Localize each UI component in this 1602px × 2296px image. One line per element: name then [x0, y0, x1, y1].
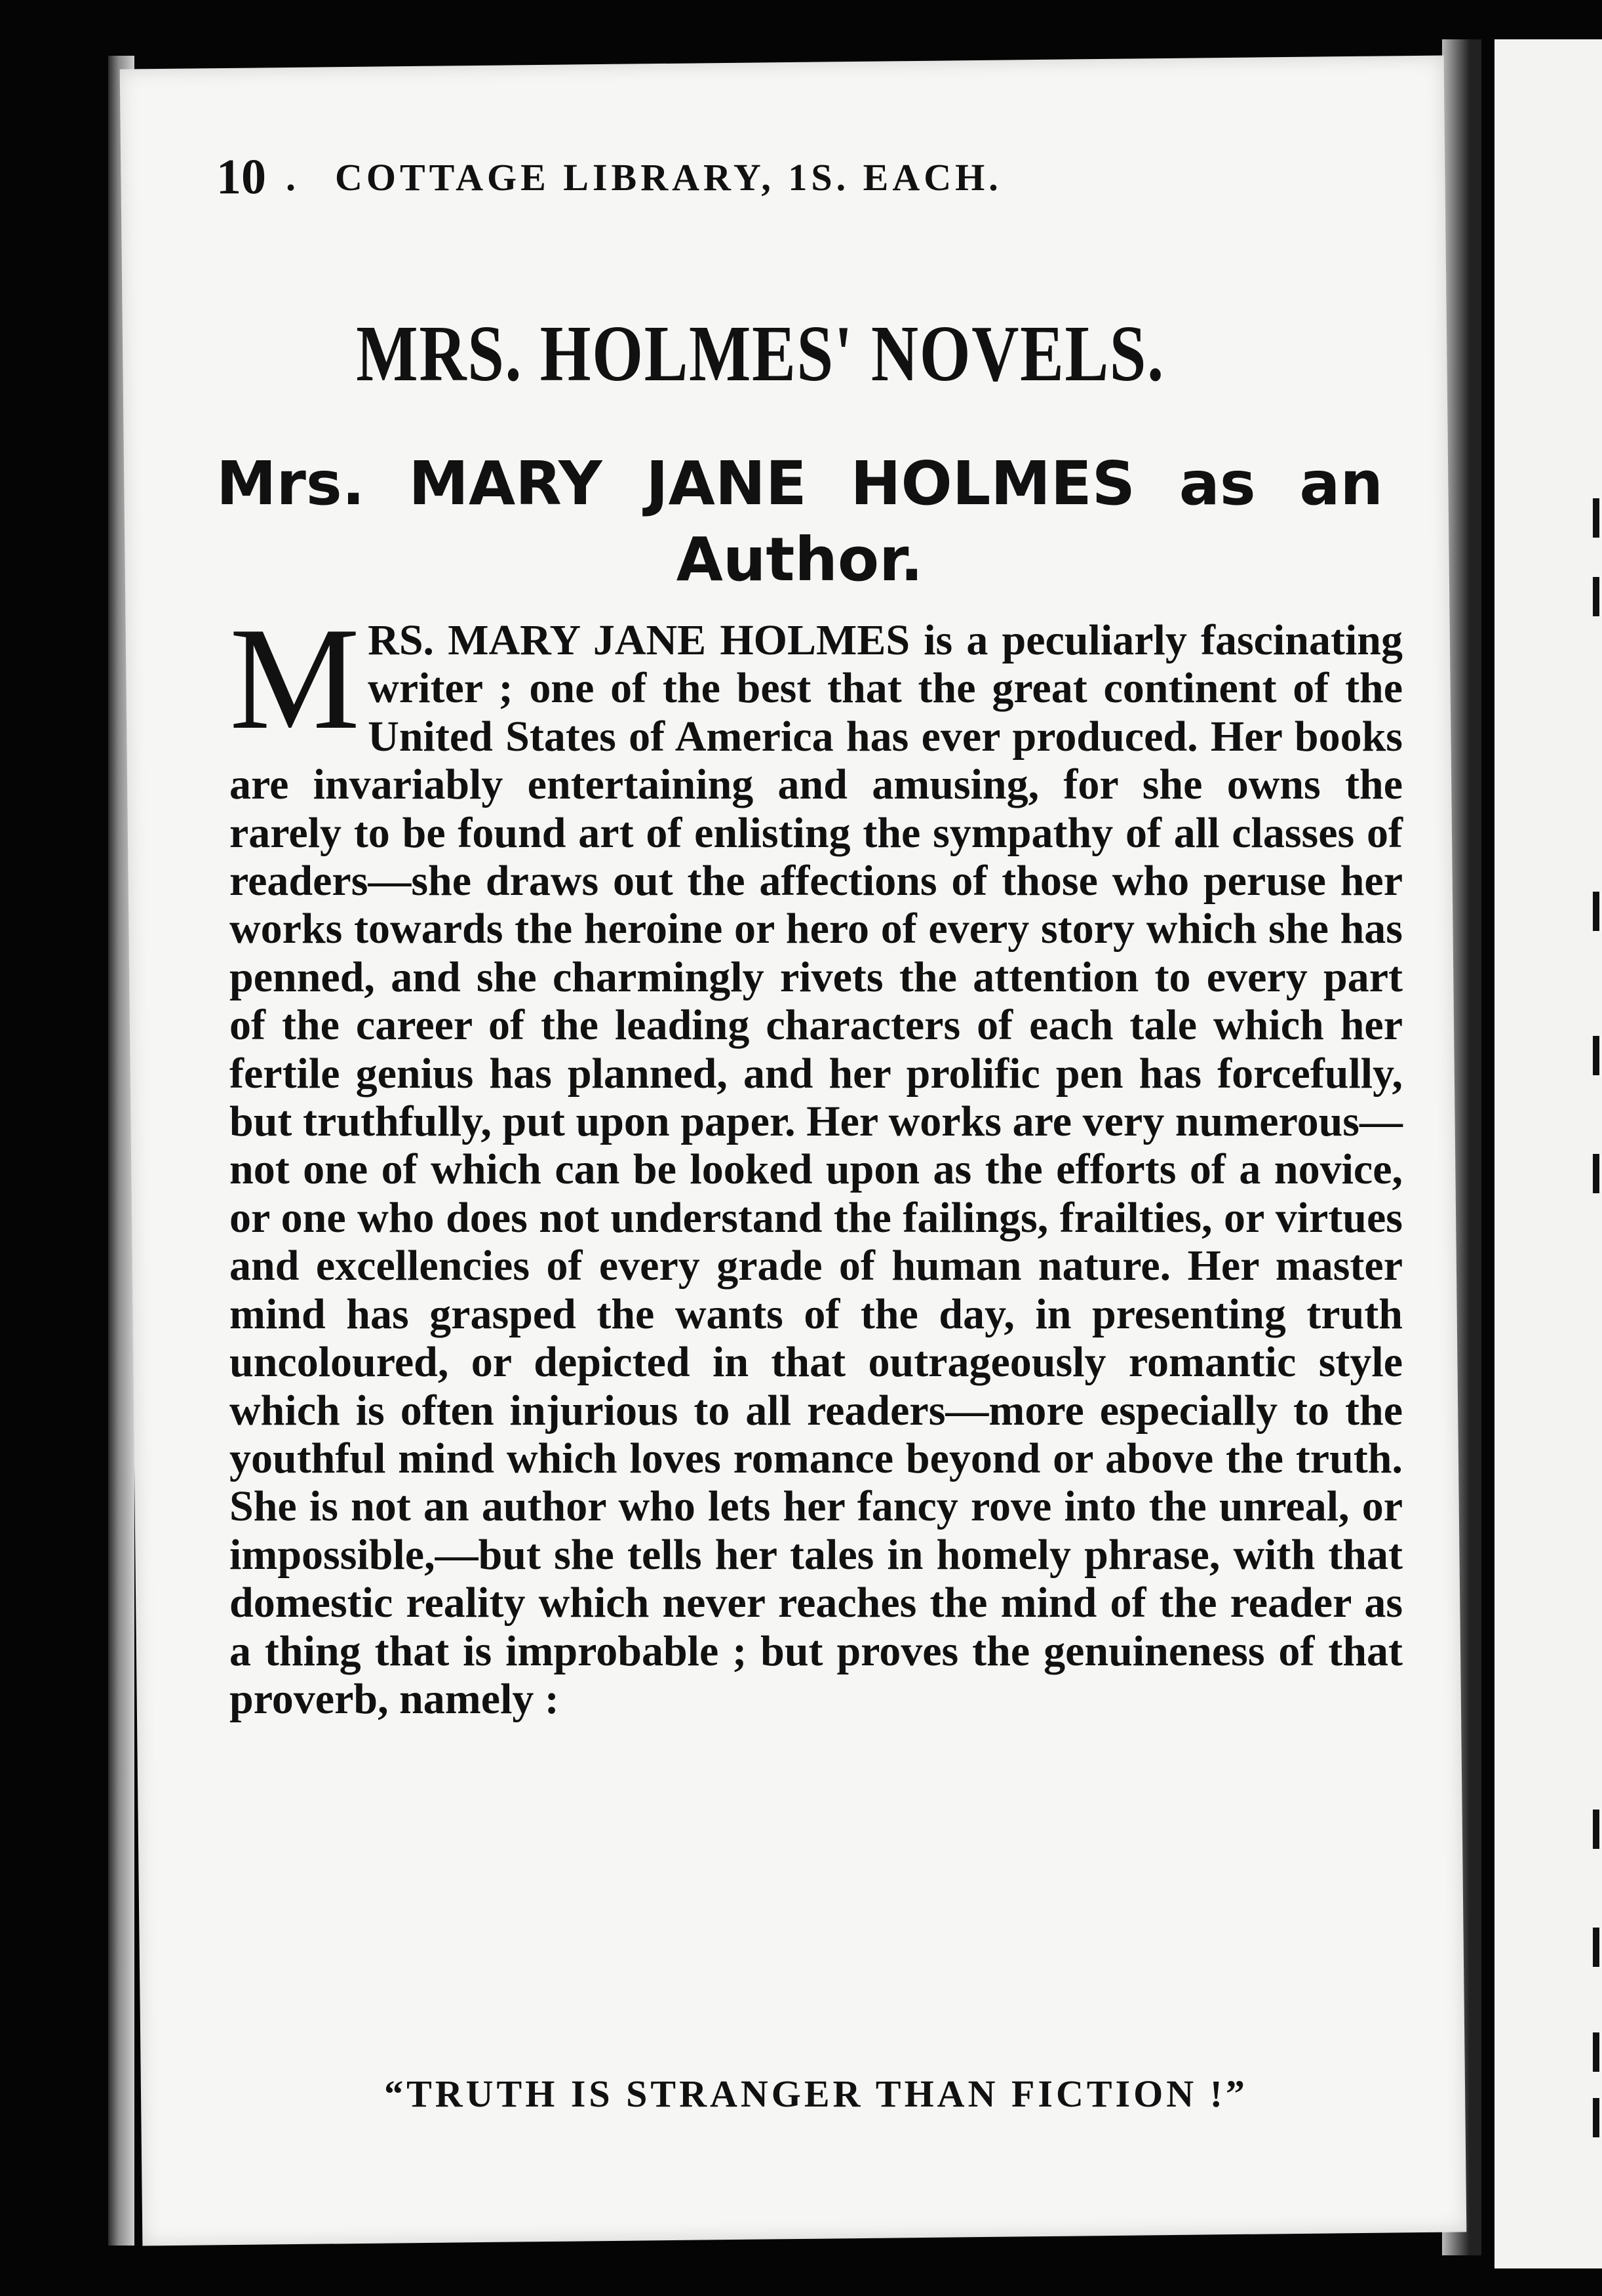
- page-header: [216, 138, 1200, 216]
- next-page-glyph: [1593, 892, 1599, 931]
- closing-proverb: “TRUTH IS STRANGER THAN FICTION !”: [384, 2072, 1248, 2115]
- next-page-glyph: [1593, 1036, 1599, 1075]
- body-paragraph: [229, 597, 1403, 1723]
- subtitle-line-1: Mrs. MARY JANE HOLMES as an: [216, 448, 1383, 519]
- page-number: 10: [216, 149, 266, 205]
- body-text: RS. MARY JANE HOLMES is a peculiarly fascinating writer ; one of the best that the great continent of the United States of America has ever produced. Her books are invariably entertaining and amusing, for she owns the rarely to be found art of enlisting the sympathy of all classes of readers—she draws out the affections of those who peruse her works towards the heroine or hero of every story which she has penned, and she charmingly rivets the attention to every part of the career of the leading characters of each tale which her fertile genius has planned, and her prolific pen has forcefully, but truthfully, put upon paper. Her works are very numerous—not one of which can be looked upon as the efforts of a novice, or one who does not understand the failings, frailties, or virtues and excellencies of every grade of human nature. Her master mind has grasped the wants of the day, in presenting truth uncoloured, or depicted in that outrageously romantic style which is often injurious to all readers—more especially to the youthful mind which loves romance beyond or above the truth. She is not an author who lets her fancy rove into the unreal, or impossible,—but she tells her tales in homely phrase, with that domestic reality which never reaches the mind of the reader as a thing that is improbable ; but proves the genuineness of that proverb, namely :: [229, 616, 1403, 1723]
- next-page-glyph: [1593, 498, 1599, 538]
- subtitle-line-2: Author.: [676, 525, 924, 595]
- section-subtitle: [216, 446, 1383, 598]
- next-page-strip: [1495, 39, 1602, 2268]
- next-page-glyph: [1593, 1928, 1599, 1967]
- drop-cap: M: [229, 597, 361, 760]
- next-page-glyph: [1593, 1810, 1599, 1849]
- next-page-glyph: [1593, 577, 1599, 616]
- running-head: COTTAGE LIBRARY, 1S. EACH.: [335, 155, 1002, 199]
- next-page-glyph: [1593, 2098, 1599, 2137]
- header-dot: .: [286, 155, 296, 199]
- next-page-glyph: [1593, 2032, 1599, 2072]
- next-page-glyph: [1593, 1154, 1599, 1193]
- page-title: MRS. HOLMES' NOVELS.: [356, 309, 1165, 398]
